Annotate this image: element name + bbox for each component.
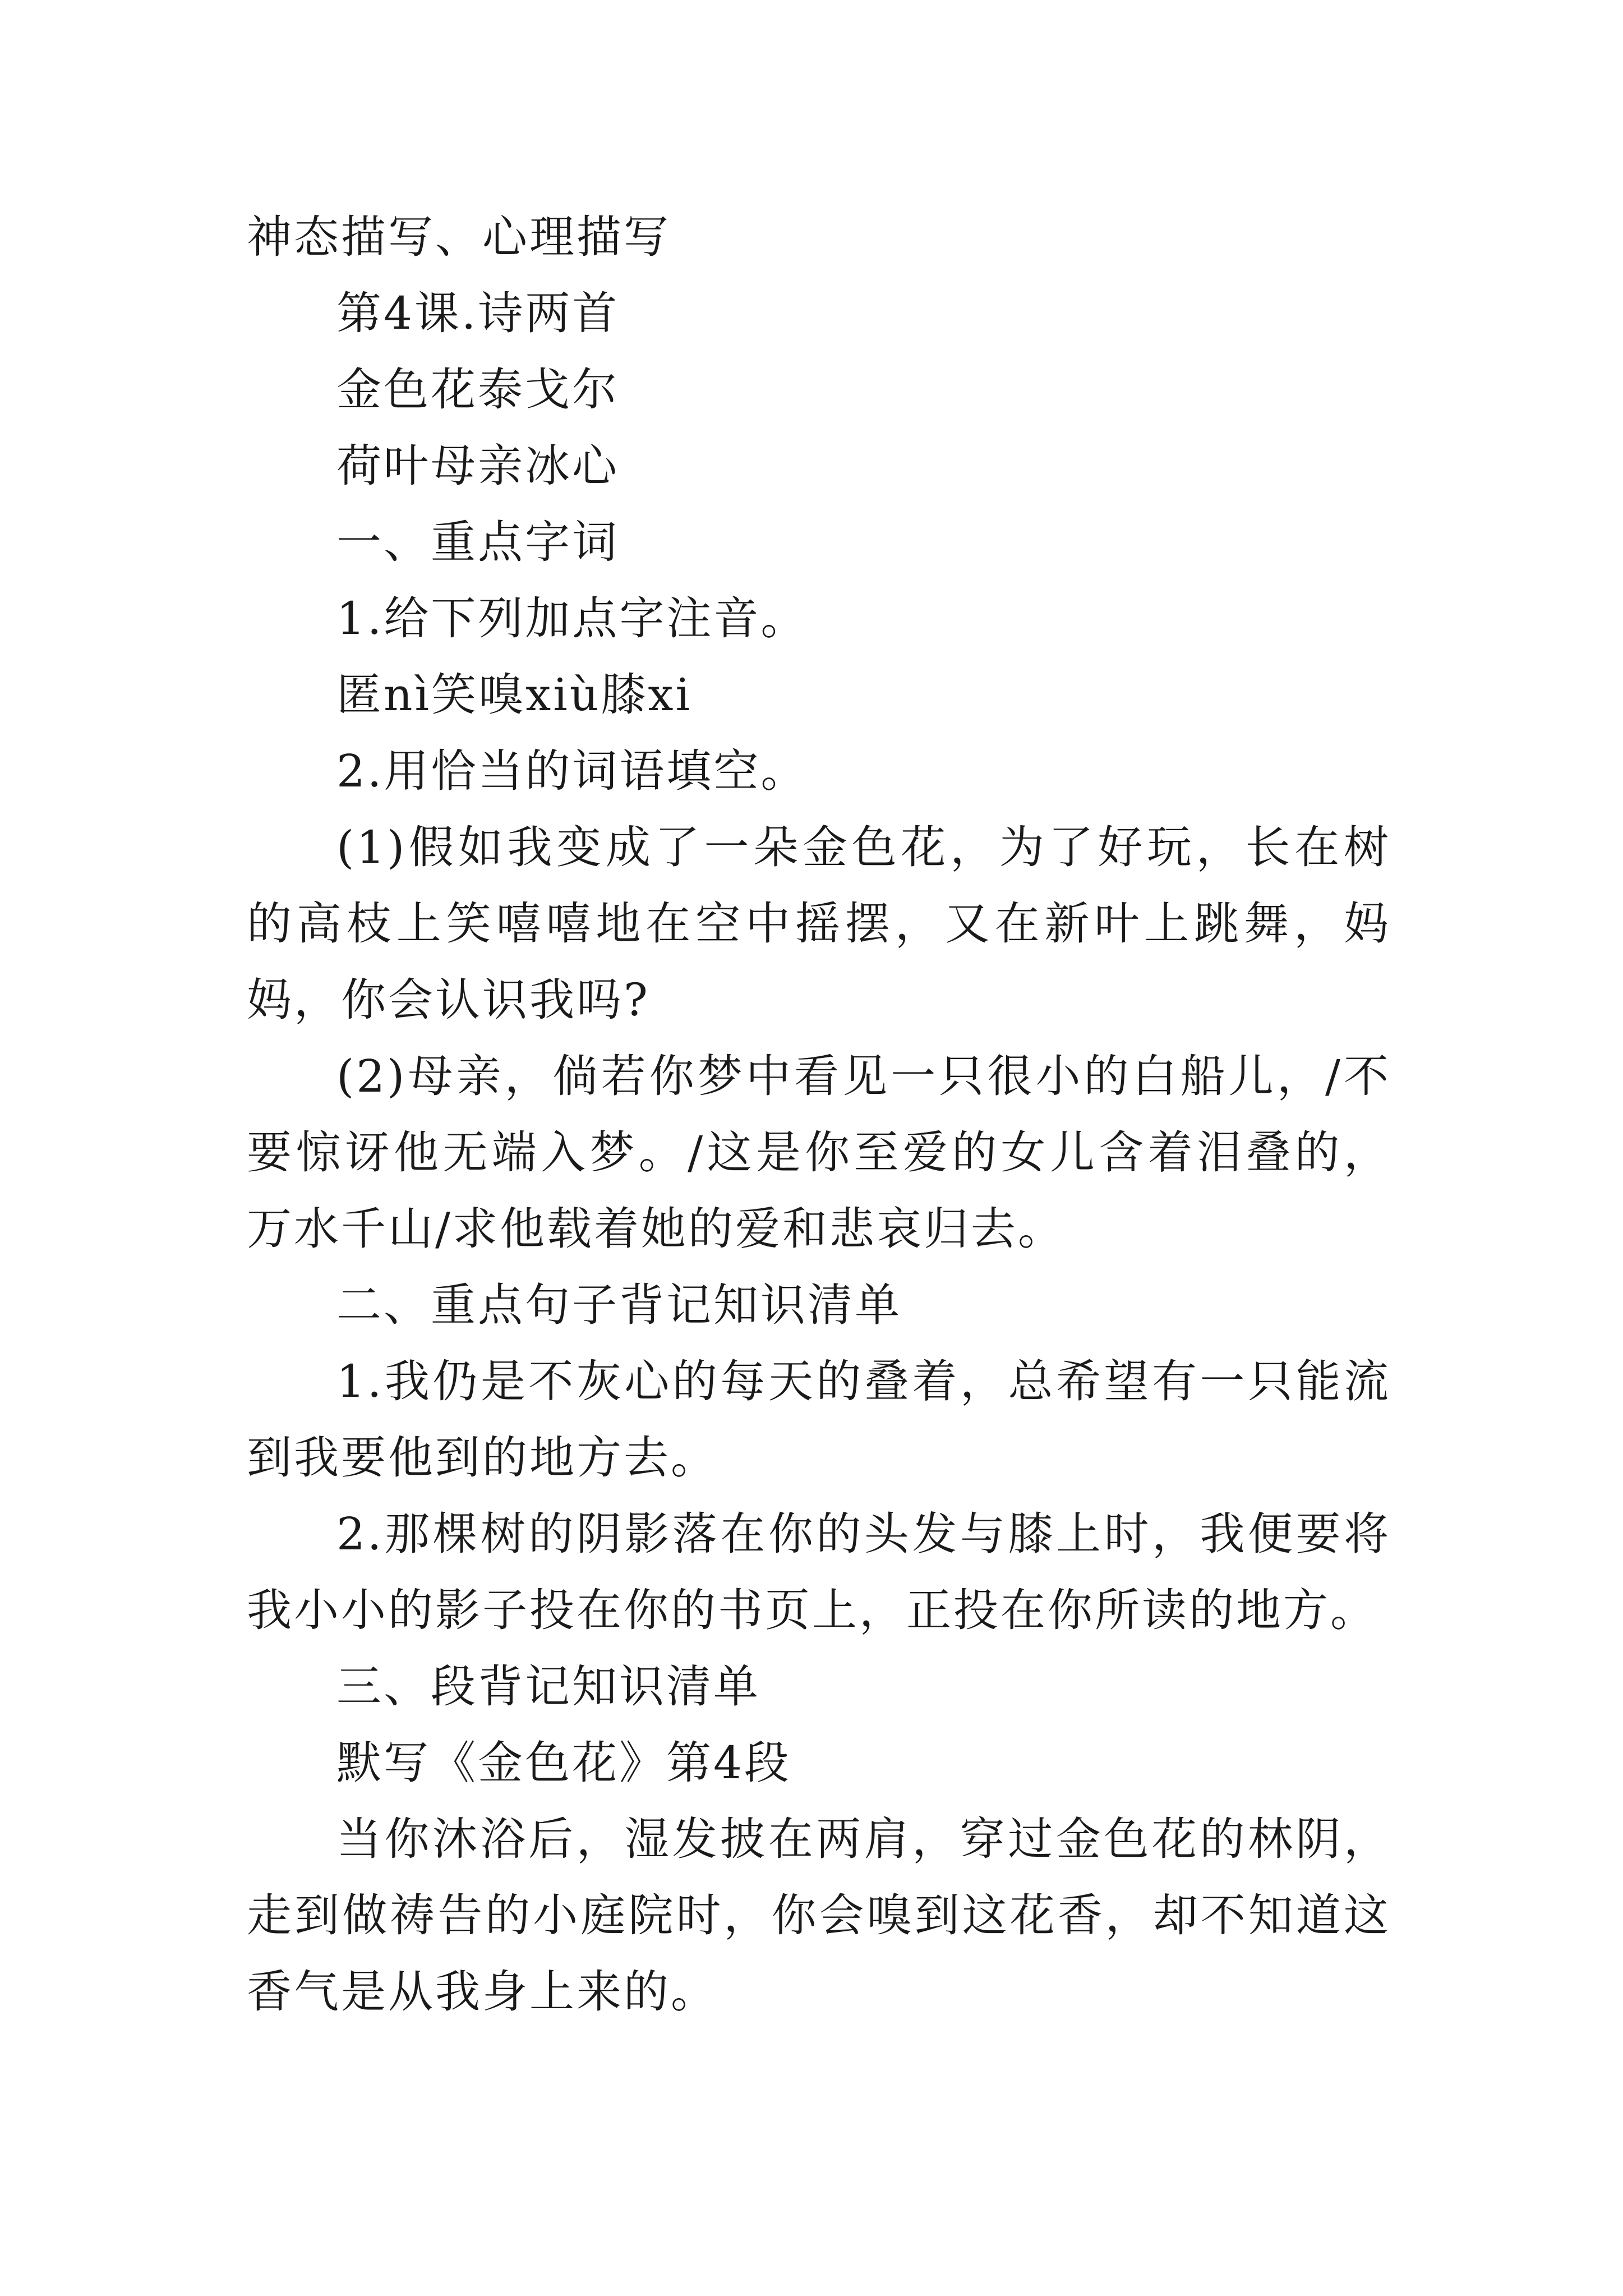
pinyin-answers: 匿nì笑嗅xiù膝xi [336,669,693,721]
fill-in-item-2: (2)母亲，倘若你梦中看见一只很小的白船儿，/不要惊讶他无端入梦。/这是你至爱的女儿含着泪叠的，万水千山/求他载着她的爱和悲哀归去。 [247,1050,1391,1255]
paragraph-description-types: 神态描写、心理描写 [247,211,671,263]
dictation-instruction: 默写《金色花》第4段 [336,1737,791,1789]
dictation-passage: 当你沐浴后，湿发披在两肩，穿过金色花的林阴，走到做祷告的小庭院时，你会嗅到这花香，却不知道这香气是从我身上来的。 [247,1813,1391,2018]
question-2: 2.用恰当的词语填空。 [336,745,808,797]
poem-title-golden-flower: 金色花泰戈尔 [336,364,619,416]
fill-in-item-1: (1)假如我变成了一朵金色花，为了好玩，长在树的高枝上笑嘻嘻地在空中摇摆，又在新叶上跳舞，妈妈，你会认识我吗? [247,821,1391,1026]
section-heading-passage: 三、段背记知识清单 [336,1660,760,1713]
key-sentence-1: 1.我仍是不灰心的每天的叠着，总希望有一只能流到我要他到的地方去。 [247,1355,1391,1484]
lesson-title: 第4课.诗两首 [336,287,620,339]
question-1: 1.给下列加点字注音。 [336,592,808,645]
document-body [247,199,1391,2030]
section-heading-key-words: 一、重点字词 [336,516,619,568]
poem-title-lotus-leaf: 荷叶母亲冰心 [336,440,619,492]
key-sentence-2: 2.那棵树的阴影落在你的头发与膝上时，我便要将我小小的影子投在你的书页上，正投在你所读的地方。 [247,1508,1391,1636]
section-heading-key-sentences: 二、重点句子背记知识清单 [336,1279,902,1331]
